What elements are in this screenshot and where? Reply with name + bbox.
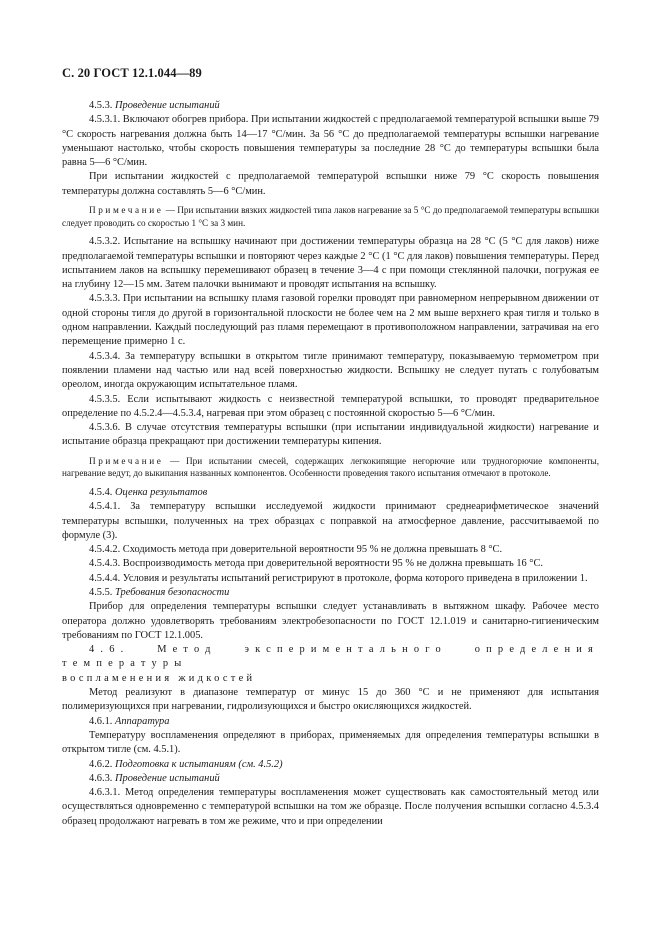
paragraph: 4.5.3.5. Если испытывают жидкость с неизвестной температурой вспышки, то проводят предварительное определение по 4.5.2.4—4.5.3.4, нагревая при этом образец с постоянной скоростью 5—6 °С/мин.	[62, 393, 599, 419]
note: Примечание — При испытании вязких жидкостей типа лаков нагревание за 5 °С до предполагаемой температуры вспышки следует проводить со скоростью 1 °С за 3 мин.	[62, 205, 599, 228]
section-title-continued: воспламенения жидкостей	[62, 672, 256, 684]
subsection-heading: 4.6.1. Аппаратура	[89, 715, 170, 727]
note: Примечание — При испытании смесей, содержащих легкокипящие негорючие или трудногорючие компоненты, нагревание ведут, до выкипания названных компонентов. Особенности проведения такого испытания отмечают в протоколе.	[62, 455, 599, 479]
paragraph: 4.5.3.6. В случае отсутствия температуры вспышки (при испытании индивидуальной жидкости) нагревание и испытание образца прекращают при достижении температуры кипения.	[62, 422, 599, 448]
paragraph: 4.5.3.3. При испытании на вспышку пламя газовой горелки проводят при равномерном непрерывном движении от одной стороны тигля до другой в горизонтальной плоскости не более чем на 2 мм выше верхнего края тигля и только в одном направлении. Каждый последующий раз пламя перемещают в противоположном направлении, затрачивая на его перемещение примерно 1 с.	[62, 293, 599, 348]
subsection-heading: 4.5.3. Проведение испытаний	[89, 100, 220, 111]
paragraph: 4.5.4.3. Воспроизводимость метода при доверительной вероятности 95 % не должна превышать 16 °С.	[89, 558, 543, 570]
paragraph: 4.5.3.4. За температуру вспышки в открытом тигле принимают температуру, показываемую термометром при появлении пламени над частью или над всей поверхностью жидкости. Вспышку не следует путать с голубоватым ореолом, иногда окружающим испытательное пламя.	[62, 350, 599, 391]
paragraph: При испытании жидкостей с предполагаемой температурой вспышки ниже 79 °С скорость повышения температуры должна составлять 5—6 °С/мин.	[62, 171, 599, 197]
subsection-heading: 4.5.4. Оценка результатов	[89, 486, 208, 498]
paragraph: 4.5.4.4. Условия и результаты испытаний регистрируют в протоколе, форма которого приведена в приложении 1.	[89, 572, 588, 584]
paragraph: 4.6.3.1. Метод определения температуры воспламенения может существовать как самостоятельный метод или осуществляться одновременно с температурой вспышки на том же образце. После получения вспышки согласно 4.5.3.4 образец продолжают нагревать в том же режиме, что и при определении	[62, 787, 599, 827]
document-body	[62, 99, 599, 829]
paragraph: 4.5.3.2. Испытание на вспышку начинают при достижении температуры образца на 28 °С (5 °С для лаков) ниже предполагаемой температуры вспышки и повторяют через каждые 2 °С (1 °С для лаков) повышения температуры. Перед испытанием лаков на вспышку перемешивают образец в течение 3—4 с при помощи стеклянной палочки, погружая ее на глубину 12—15 мм. Затем палочки вынимают и проводят испытания на вспышку.	[62, 236, 599, 291]
paragraph: 4.5.3.1. Включают обогрев прибора. При испытании жидкостей с предполагаемой температурой вспышки выше 79 °С скорость нагревания должна быть 14—17 °С/мин. За 56 °С до предполагаемой температуры вспышки нагревание уменьшают настолько, чтобы скорость повышения температуры за последние 28 °С до температуры вспышки была равна 5—6 °С/мин.	[62, 114, 599, 169]
section-title: 4.6. Метод экспериментального определения температуры	[62, 644, 599, 670]
paragraph: Метод реализуют в диапазоне температур от минус 15 до 360 °С и не применяют для испытания полимеризующихся при нагревании, гидролизующихся и быстро окисляющихся жидкостей.	[62, 687, 599, 713]
subsection-heading: 4.6.2. Подготовка к испытаниям (см. 4.5.2)	[89, 758, 283, 770]
document-page	[62, 66, 599, 829]
paragraph: Прибор для определения температуры вспышки следует устанавливать в вытяжном шкафу. Рабочее место оператора должно удовлетворять требованиям электробезопасности по ГОСТ 12.1.019 и санитарно-гигиеническим требованиям по ГОСТ 12.1.005.	[62, 601, 599, 641]
paragraph: 4.5.4.2. Сходимость метода при доверительной вероятности 95 % не должна превышать 8 °С.	[89, 544, 503, 556]
subsection-heading: 4.5.5. Требования безопасности	[89, 586, 230, 598]
page-header: С. 20 ГОСТ 12.1.044—89	[62, 66, 202, 80]
paragraph: Температуру воспламенения определяют в приборах, применяемых для определения температуры вспышки в открытом тигле (см. 4.5.1).	[62, 729, 599, 756]
paragraph: 4.5.4.1. За температуру вспышки исследуемой жидкости принимают среднеарифметическое значений температуры вспышки, полученных на трех образцах с поправкой на атмосферное давление, рассчитываемой по формуле (3).	[62, 501, 599, 541]
subsection-heading: 4.6.3. Проведение испытаний	[89, 772, 220, 784]
